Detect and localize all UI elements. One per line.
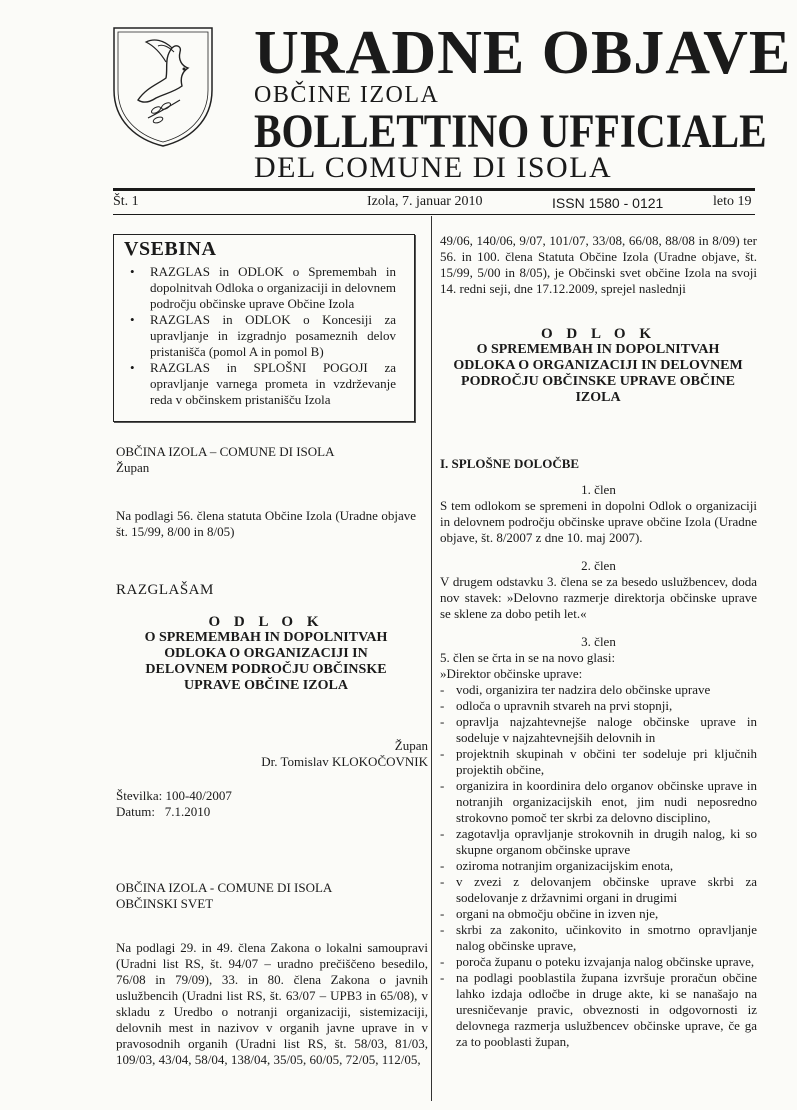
list-item: - poroča županu o poteku izvajanja nalog občinske uprave, bbox=[440, 954, 757, 970]
proclamation-word: RAZGLAŠAM bbox=[116, 582, 214, 598]
contents-item: • RAZGLAS in SPLOŠNI POGOJI za opravljanje varnega prometa in vzdrževanje reda v občinskem pristanišču Izola bbox=[124, 360, 396, 408]
contents-item: • RAZGLAS in ODLOK o Spremembah in dopolnitvah Odloka o organizaciji in delovnem področju občinske uprave Občine Izola bbox=[124, 264, 396, 312]
contents-box bbox=[113, 234, 415, 422]
list-item: - na podlagi pooblastila župana izvršuje proračun občine lahko izdaja odločbe in druge akte, ki se nanašajo na uresničevanje pravic, obveznosti in odgovornosti iz delovnega razmerja uslužbencev občinske uprave, če ga za to pooblasti župan, bbox=[440, 970, 757, 1050]
list-item: - skrbi za zakonito, učinkovito in smotrno opravljanje nalog občinske uprave, bbox=[440, 922, 757, 954]
masthead-rule-bottom bbox=[113, 214, 755, 215]
legal-basis-paragraph: Na podlagi 29. in 49. člena Zakona o lokalni samoupravi (Uradni list RS, št. 94/07 – uradno prečiščeno besedilo, 76/08 in 79/09), 33. in 80. člena Zakona o javnih uslužbencih (Uradni list RS, št. 63/07 – UPB3 in 65/08), v skladu z Uredbo o notranji organizaciji, sistemizaciji, delovnih mest in nazivov v organih javne uprave in v pravosodnih organih (Uradni list RS, št. 58/03, 81/03, 109/03, 43/04, 58/04, 138/04, 35/05, 60/05, 72/05, 112/05, bbox=[116, 940, 428, 1067]
article-3-intro: 5. člen se črta in se na novo glasi: bbox=[440, 650, 616, 665]
list-item: - vodi, organizira ter nadzira delo občinske uprave bbox=[440, 682, 757, 698]
contents-heading: VSEBINA bbox=[124, 238, 217, 260]
article-3-intro-director: »Direktor občinske uprave: bbox=[440, 666, 583, 681]
list-item: - oziroma notranjim organizacijskim enota, bbox=[440, 858, 757, 874]
article-1-text: S tem odlokom se spremeni in dopolni Odlok o organizaciji in delovnem področju občinske uprave občine Izola (Uradne objave, št. 8/2007 z dne 10. maj 2007). bbox=[440, 498, 757, 545]
masthead-subtitle-sl: OBČINE IZOLA bbox=[254, 82, 440, 108]
masthead-title-it: BOLLETTINO UFFICIALE bbox=[254, 105, 767, 158]
article-1-label: 1. člen bbox=[581, 482, 616, 497]
mayor-issuer-line: OBČINA IZOLA – COMUNE DI ISOLA bbox=[116, 444, 335, 459]
decree-title-right: O SPREMEMBAH IN DOPOLNITVAH ODLOKA O ORGANIZACIJI IN DELOVNEM PODROČJU OBČINSKE UPRAVE OBČINE IZOLA bbox=[453, 342, 743, 405]
list-item: - opravlja najzahtevnejše naloge občinske uprave in sodeluje v najzahtevnejših delovnih in bbox=[440, 714, 757, 746]
masthead-title-sl: URADNE OBJAVE bbox=[254, 19, 792, 87]
signer-name: Dr. Tomislav KLOKOČOVNIK bbox=[261, 754, 428, 769]
council-issuer-name: OBČINSKI SVET bbox=[116, 896, 214, 911]
document-number: Številka: 100-40/2007 bbox=[116, 788, 232, 803]
issue-number: Št. 1 bbox=[113, 194, 139, 209]
column-divider bbox=[431, 216, 432, 1101]
contents-item: • RAZGLAS in ODLOK o Koncesiji za upravljanje in izgradnjo posameznih delov pristanišča (pomol A in pomol B) bbox=[124, 312, 396, 360]
article-2-text: V drugem odstavku 3. člena se za besedo uslužbencev, doda nov stavek: »Delovno razmerje direktorja občinske uprave se sklene za dobo petih let.« bbox=[440, 574, 757, 621]
contents-list bbox=[124, 264, 396, 408]
list-item: - odloča o upravnih stvareh na prvi stopnji, bbox=[440, 698, 757, 714]
decree-word-left: O D L O K bbox=[208, 614, 324, 630]
issue-place-date: Izola, 7. januar 2010 bbox=[367, 194, 483, 209]
mayor-issuer-role: Župan bbox=[116, 460, 150, 475]
decree-title-left: O SPREMEMBAH IN DOPOLNITVAH ODLOKA O ORGANIZACIJI IN DELOVNEM PODROČJU OBČINSKE UPRAVE OBČINE IZOLA bbox=[144, 630, 388, 693]
coat-of-arms-crest bbox=[108, 22, 218, 150]
masthead-subtitle-it: DEL COMUNE DI ISOLA bbox=[254, 151, 613, 184]
council-issuer-line: OBČINA IZOLA - COMUNE DI ISOLA bbox=[116, 880, 333, 895]
section-heading: I. SPLOŠNE DOLOČBE bbox=[440, 456, 580, 471]
issue-year: leto 19 bbox=[713, 194, 752, 209]
article-2-label: 2. člen bbox=[581, 558, 616, 573]
list-item: - v zvezi z delovanjem občinske uprave skrbi za sodelovanje z državnimi organi in drugimi bbox=[440, 874, 757, 906]
article-3-list bbox=[440, 682, 757, 1050]
list-item: - projektnih skupinah v občini ter sodeluje pri ključnih projektih občine, bbox=[440, 746, 757, 778]
issue-issn: ISSN 1580 - 0121 bbox=[552, 195, 664, 211]
list-item: - organizira in koordinira delo organov občinske uprave in notranjih organizacijskih enot, jim nudi neposredno strokovno pomoč ter skrbi za delovno disciplino, bbox=[440, 778, 757, 826]
decree-word-right: O D L O K bbox=[540, 326, 656, 342]
masthead-rule-top bbox=[113, 188, 755, 191]
list-item: - organi na območju občine in izven nje, bbox=[440, 906, 757, 922]
list-item: - zagotavlja opravljanje strokovnih in drugih nalog, ki so skupne organom občinske uprave bbox=[440, 826, 757, 858]
article-3-label: 3. člen bbox=[581, 634, 616, 649]
document-date: Datum: 7.1.2010 bbox=[116, 804, 211, 819]
legal-basis-continuation: 49/06, 140/06, 9/07, 101/07, 33/08, 66/08, 88/08 in 8/09) ter 56. in 100. člena Statuta Občine Izola (Uradne objave, št. 15/99, 5/00 in 8/05), je Občinski svet občine Izola na svoji 14. redni seji, dne 17.12.2009, sprejel naslednji bbox=[440, 233, 757, 296]
signer-role: Župan bbox=[394, 738, 428, 753]
mayor-basis-paragraph: Na podlagi 56. člena statuta Občine Izola (Uradne objave št. 15/99, 8/00 in 8/05) bbox=[116, 508, 416, 539]
